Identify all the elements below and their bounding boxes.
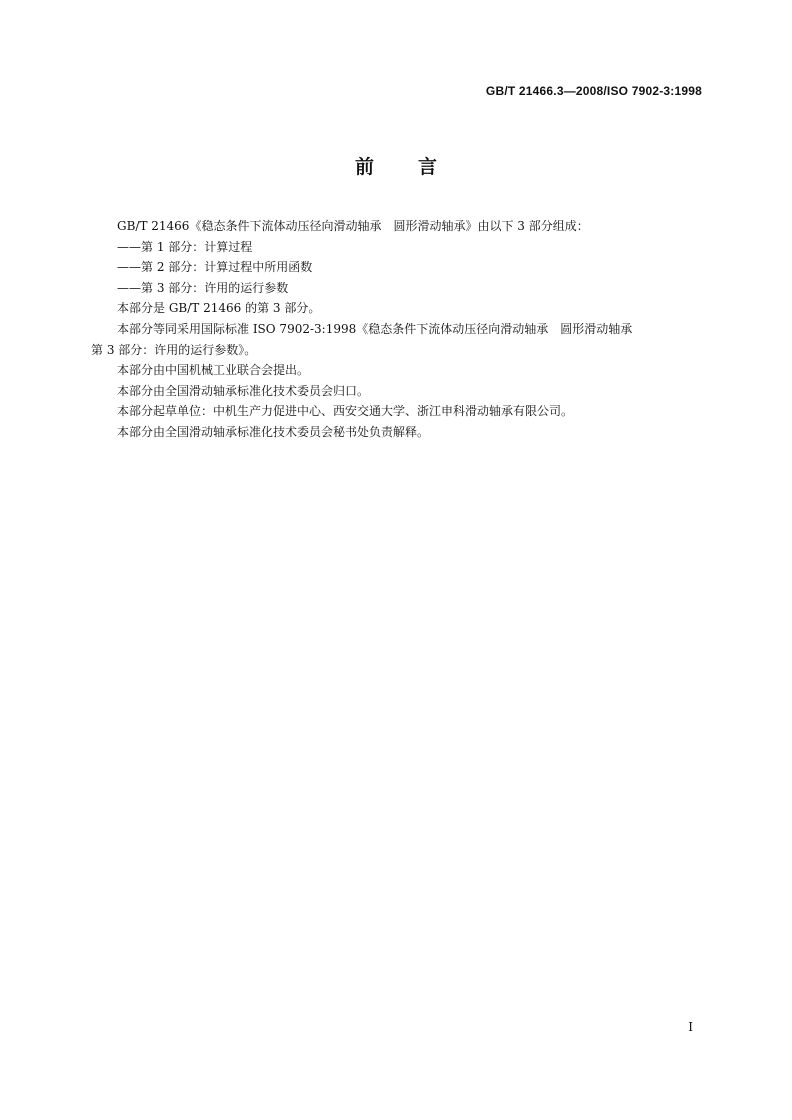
preface-body bbox=[91, 216, 711, 443]
paragraph-equivalence: 本部分等同采用国际标准 ISO 7902-3:1998《稳态条件下流体动压径向滑动轴承 圆形滑动轴承 bbox=[117, 321, 633, 336]
paragraph-part-of: 本部分是 GB/T 21466 的第 3 部分。 bbox=[117, 301, 321, 316]
paragraph-equivalence-cont: 第 3 部分：许用的运行参数》。 bbox=[91, 342, 257, 357]
paragraph-intro: GB/T 21466《稳态条件下流体动压径向滑动轴承 圆形滑动轴承》由以下 3 部分组成： bbox=[117, 219, 589, 233]
list-item-part-1: ——第 1 部分：计算过程 bbox=[117, 239, 253, 254]
list-item-part-3: ——第 3 部分：许用的运行参数 bbox=[117, 280, 289, 295]
paragraph-interpretation: 本部分由全国滑动轴承标准化技术委员会秘书处负责解释。 bbox=[117, 424, 430, 439]
paragraph-administered-by: 本部分由全国滑动轴承标准化技术委员会归口。 bbox=[117, 383, 370, 398]
page-number: I bbox=[688, 1020, 693, 1034]
page-title: 前言 bbox=[354, 156, 481, 178]
paragraph-proposed-by: 本部分由中国机械工业联合会提出。 bbox=[117, 363, 310, 378]
list-item-part-2: ——第 2 部分：计算过程中所用函数 bbox=[117, 260, 313, 275]
paragraph-drafting-units: 本部分起草单位：中机生产力促进中心、西安交通大学、浙江申科滑动轴承有限公司。 bbox=[117, 404, 574, 419]
standard-code: GB/T 21466.3—2008/ISO 7902-3:1998 bbox=[485, 84, 702, 98]
